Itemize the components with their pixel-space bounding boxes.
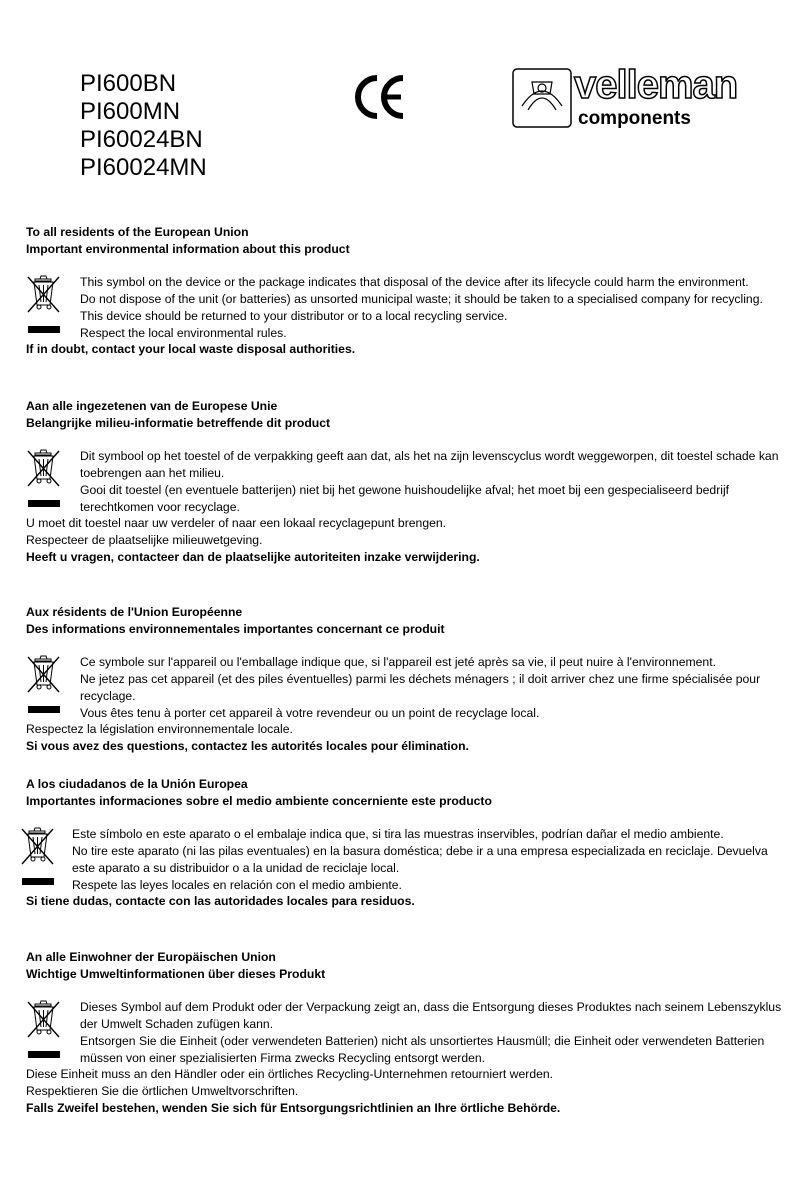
notice-text: This symbol on the device or the package indicates that disposal of the device after its lifecycle could harm the environment. bbox=[80, 275, 749, 290]
section-subtitle: Importantes informaciones sobre el medio ambiente concerniente este producto bbox=[26, 793, 492, 808]
weee-bin-icon bbox=[26, 654, 62, 716]
closing-note: Heeft u vragen, contacteer dan de plaatselijke autoriteiten inzake verwijdering. bbox=[26, 549, 480, 564]
section-title: To all residents of the European Union bbox=[26, 225, 249, 239]
weee-bin-icon bbox=[26, 274, 62, 336]
model-name: PI600BN bbox=[80, 70, 177, 97]
notice-text: Este símbolo en este aparato o el embalaje indica que, si tira las muestras inservibles, podrían dañar el medio ambiente. bbox=[72, 827, 724, 842]
notice-text: Entsorgen Sie die Einheit (oder verwendeten Batterien) nicht als unsortiertes Hausmüll; die Einheit oder verwendeten Batterien müssen von einer spezialisierten Firma zwecks Recycling entsorgt werden. bbox=[80, 1033, 765, 1065]
section-de bbox=[26, 949, 790, 1116]
brand-sub: components bbox=[578, 108, 691, 129]
notice-text: No tire este aparato (ni las pilas eventuales) en la basura doméstica; debe ir a una empresa especializada en reciclaje. Devuelva este aparato a su distribuidor o a la unidad de reciclaje local. bbox=[72, 844, 768, 875]
notice-text: Do not dispose of the unit (or batteries) as unsorted municipal waste; it should be taken to a specialised company for recycling. bbox=[80, 292, 763, 307]
notice-text: Diese Einheit muss an den Händler oder ein örtliches Recycling-Unternehmen retourniert werden. bbox=[26, 1067, 554, 1082]
ce-mark-icon bbox=[350, 72, 410, 122]
section-title: An alle Einwohner der Europäischen Union bbox=[26, 950, 276, 964]
section-subtitle: Des informations environnementales importantes concernant ce produit bbox=[26, 621, 445, 636]
section-title: A los ciudadanos de la Unión Europea bbox=[26, 777, 248, 791]
section-subtitle: Wichtige Umweltinformationen über dieses Produkt bbox=[26, 966, 326, 981]
model-name: PI60024BN bbox=[80, 126, 203, 153]
notice-text: U moet dit toestel naar uw verdeler of naar een lokaal recyclagepunt brengen. bbox=[26, 516, 447, 531]
notice-text: Respete las leyes locales en relación con el medio ambiente. bbox=[72, 877, 402, 892]
weee-bin-icon bbox=[20, 826, 56, 888]
notice-text: Ne jetez pas cet appareil (et des piles éventuelles) parmi les déchets ménagers ; il doit arriver chez une firme spécialisée pour recyclage. bbox=[80, 672, 761, 703]
section-title: Aux résidents de l'Union Européenne bbox=[26, 605, 243, 619]
notice-text: Respecteer de plaatselijke milieuwetgeving. bbox=[26, 532, 263, 547]
model-name: PI60024MN bbox=[80, 154, 207, 181]
section-subtitle: Belangrijke milieu-informatie betreffende dit product bbox=[26, 415, 331, 430]
notice-text: Ce symbole sur l'appareil ou l'emballage indique que, si l'appareil est jeté après sa vie, il peut nuire à l'environnement. bbox=[80, 655, 716, 670]
section-subtitle: Important environmental information about this product bbox=[26, 241, 350, 256]
notice-text: Respectez la législation environnementale locale. bbox=[26, 722, 293, 737]
section-fr bbox=[26, 604, 790, 755]
model-name: PI600MN bbox=[80, 98, 181, 125]
closing-note: If in doubt, contact your local waste disposal authorities. bbox=[26, 342, 356, 357]
closing-note: Falls Zweifel bestehen, wenden Sie sich für Entsorgungsrichtlinien an Ihre örtliche Behörde. bbox=[26, 1100, 561, 1115]
weee-bin-icon bbox=[26, 999, 62, 1061]
closing-note: Si tiene dudas, contacte con las autoridades locales para residuos. bbox=[26, 894, 415, 909]
brand-name: velleman bbox=[574, 63, 738, 107]
section-nl bbox=[26, 398, 790, 565]
notice-text: Vous êtes tenu à porter cet appareil à votre revendeur ou un point de recyclage local. bbox=[80, 705, 540, 720]
notice-text: Respect the local environmental rules. bbox=[80, 325, 287, 340]
section-title: Aan alle ingezetenen van de Europese Unie bbox=[26, 399, 278, 413]
notice-text: Gooi dit toestel (en eventuele batterijen) niet bij het gewone huishoudelijke afval; het moet bij een gespecialiseerd bedrijf terechtkomen voor recyclage. bbox=[80, 482, 730, 514]
model-list bbox=[80, 70, 207, 182]
notice-text: Dieses Symbol auf dem Produkt oder der Verpackung zeigt an, dass die Entsorgung dieses Produktes nach seinem Lebenszyklus der Umwelt Schaden zufügen kann. bbox=[80, 1000, 782, 1032]
notice-text: Dit symbool op het toestel of de verpakking geeft aan dat, als het na zijn levenscyclus wordt weggeworpen, dit toestel schade kan toebrengen aan het milieu. bbox=[80, 449, 779, 481]
closing-note: Si vous avez des questions, contactez les autorités locales pour élimination. bbox=[26, 738, 469, 753]
notice-text: Respektieren Sie die örtlichen Umweltvorschriften. bbox=[26, 1083, 299, 1098]
notice-text: This device should be returned to your distributor or to a local recycling service. bbox=[80, 308, 508, 323]
section-en bbox=[26, 224, 790, 358]
section-es bbox=[26, 776, 790, 910]
weee-bin-icon bbox=[26, 448, 62, 510]
velleman-logo bbox=[512, 63, 774, 132]
